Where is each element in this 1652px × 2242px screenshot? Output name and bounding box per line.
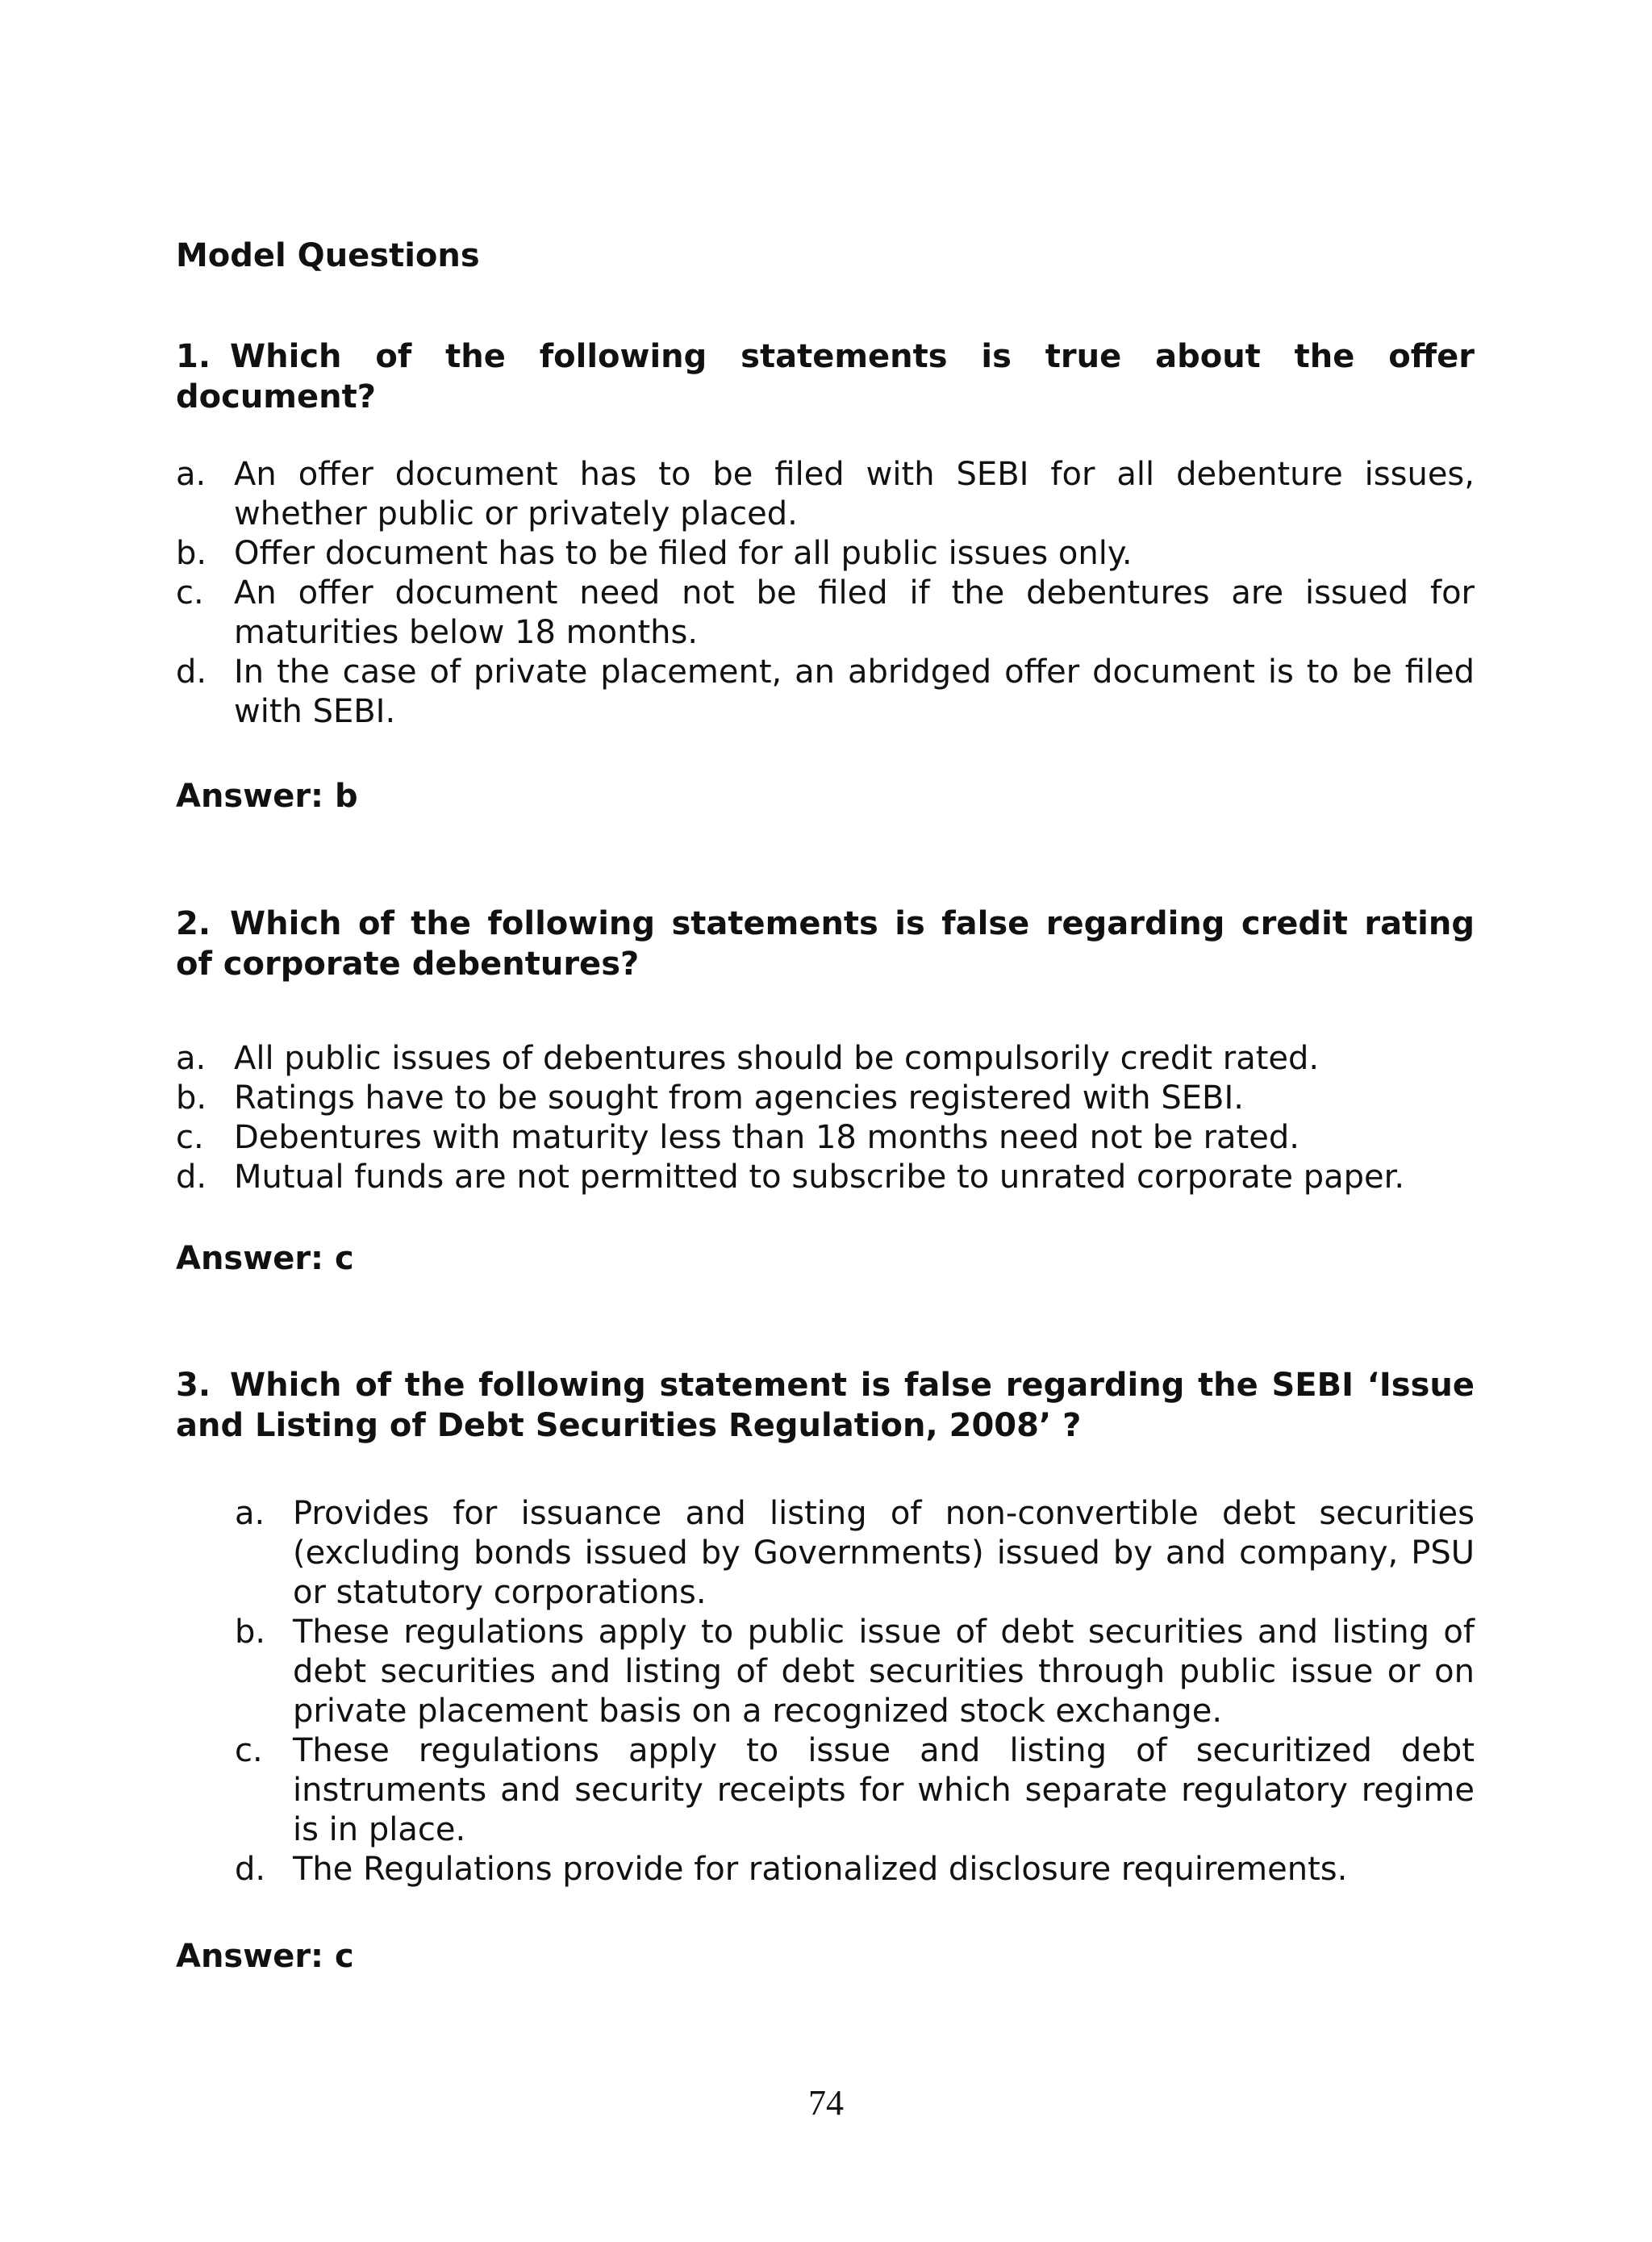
option-label: a. xyxy=(176,1040,206,1077)
question-2-option-a xyxy=(176,1039,1475,1079)
option-label: b. xyxy=(176,1079,207,1117)
option-text: Ratings have to be sought from agencies registered with SEBI. xyxy=(234,1079,1244,1117)
option-text: Debentures with maturity less than 18 months need not be rated. xyxy=(234,1119,1299,1156)
question-3-text: Which of the following statement is false regarding the SEBI ‘Issue and Listing of Debt Securities Regulation, 2008’ ? xyxy=(176,1367,1475,1444)
option-text: Offer document has to be filed for all public issues only. xyxy=(234,535,1133,572)
question-1 xyxy=(176,336,1475,417)
question-3-option-a xyxy=(235,1494,1475,1613)
question-3-option-c xyxy=(235,1731,1475,1850)
option-label: c. xyxy=(235,1732,263,1769)
question-3 xyxy=(176,1365,1475,1446)
option-text: In the case of private placement, an abridged offer document is to be filed with SEBI. xyxy=(234,653,1475,730)
question-2-options xyxy=(176,1039,1475,1197)
option-text: All public issues of debentures should be compulsorily credit rated. xyxy=(234,1040,1320,1077)
question-2 xyxy=(176,904,1475,984)
page-heading: Model Questions xyxy=(176,237,480,274)
question-3-answer: Answer: c xyxy=(176,1938,354,1975)
option-label: d. xyxy=(176,1159,207,1196)
question-1-number: 1. xyxy=(176,338,211,375)
option-text: Mutual funds are not permitted to subscribe to unrated corporate paper. xyxy=(234,1159,1405,1196)
option-label: d. xyxy=(235,1851,266,1888)
option-text: An offer document need not be filed if the debentures are issued for maturities below 18 months. xyxy=(234,574,1475,651)
option-label: d. xyxy=(176,653,207,691)
option-text: Provides for issuance and listing of non-convertible debt securities (excluding bonds issued by Governments) issued by and company, PSU or statutory corporations. xyxy=(293,1495,1475,1611)
option-label: b. xyxy=(235,1614,266,1651)
option-label: a. xyxy=(235,1495,265,1532)
question-2-text: Which of the following statements is false regarding credit rating of corporate debentures? xyxy=(176,905,1475,983)
option-text: An offer document has to be filed with SEBI for all debenture issues, whether public or privately placed. xyxy=(234,456,1475,532)
page-number: 74 xyxy=(808,2083,844,2123)
question-1-option-c xyxy=(176,574,1475,653)
option-text: These regulations apply to issue and listing of securitized debt instruments and security receipts for which separate regulatory regime is in place. xyxy=(293,1732,1475,1848)
question-3-number: 3. xyxy=(176,1367,211,1404)
question-1-options xyxy=(176,455,1475,732)
option-label: c. xyxy=(176,574,204,612)
question-1-option-b xyxy=(176,534,1475,574)
question-3-option-d xyxy=(235,1850,1475,1889)
option-label: b. xyxy=(176,535,207,572)
question-2-answer: Answer: c xyxy=(176,1240,354,1277)
option-label: a. xyxy=(176,456,206,493)
question-1-option-a xyxy=(176,455,1475,534)
question-1-option-d xyxy=(176,653,1475,732)
question-3-options xyxy=(235,1494,1475,1889)
question-2-option-b xyxy=(176,1079,1475,1118)
question-2-option-c xyxy=(176,1118,1475,1158)
question-1-text: Which of the following statements is true about the offer document? xyxy=(176,338,1475,415)
question-2-option-d xyxy=(176,1158,1475,1197)
option-text: These regulations apply to public issue of debt securities and listing of debt securities and listing of debt securities through public issue or on private placement basis on a recognized stock exchange. xyxy=(293,1614,1475,1730)
question-3-option-b xyxy=(235,1613,1475,1731)
question-1-answer: Answer: b xyxy=(176,778,358,815)
option-label: c. xyxy=(176,1119,204,1156)
question-2-number: 2. xyxy=(176,905,211,942)
option-text: The Regulations provide for rationalized disclosure requirements. xyxy=(293,1851,1348,1888)
